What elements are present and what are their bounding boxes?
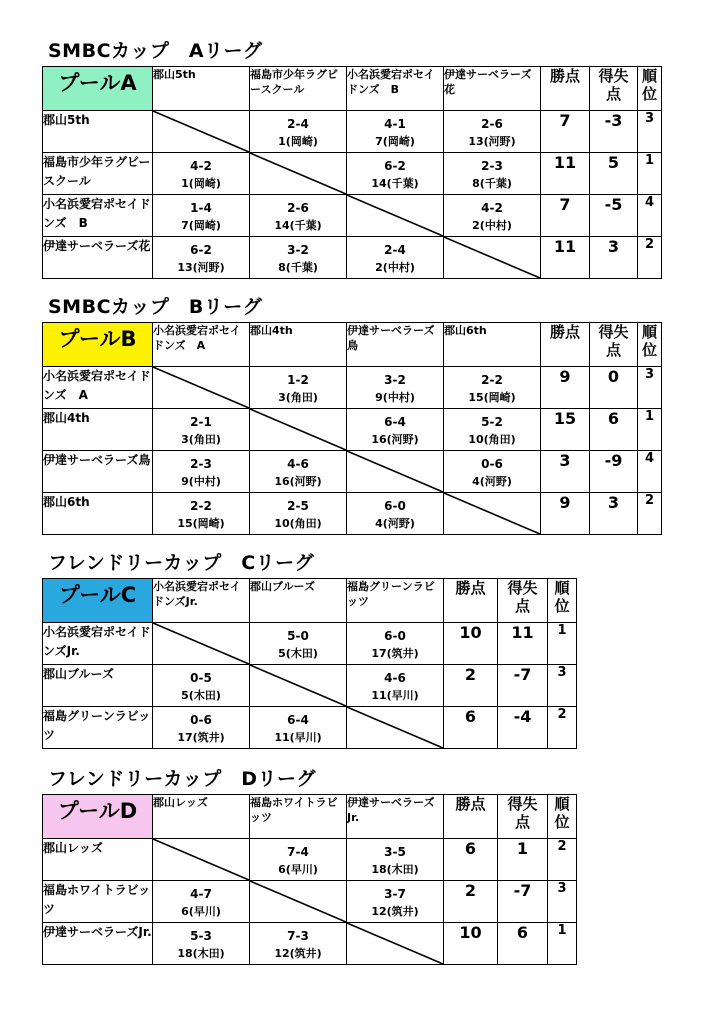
self-match-cell [347,451,444,493]
match-cell [250,195,347,237]
match-score: 2-2 [481,373,503,387]
match-number-referee: 10(角田) [274,517,322,530]
match-cell [250,451,347,493]
league-title: フレンドリーカップ Cリーグ [48,552,315,574]
goal-diff-value: 3 [590,237,638,279]
match-number-referee: 8(千葉) [472,177,512,190]
header-row [43,323,662,367]
match-score: 7-4 [287,845,309,859]
goal-diff-value: -7 [498,881,548,923]
pool-label: プールD [43,795,153,839]
goal-diff-value: -4 [498,707,548,749]
points-value: 10 [444,923,498,965]
match-number-referee: 3(角田) [278,391,318,404]
match-number-referee: 5(木田) [181,689,221,702]
match-cell [347,367,444,409]
points-value: 2 [444,665,498,707]
match-number-referee: 16(河野) [274,475,322,488]
rank-value: 3 [638,111,662,153]
match-cell [347,153,444,195]
match-number-referee: 9(中村) [375,391,415,404]
diagonal-line [444,237,540,278]
diagonal-line [250,665,346,706]
match-cell [153,409,250,451]
points-value: 15 [541,409,590,451]
match-score: 0-5 [190,671,212,685]
pool-label: プールA [43,67,153,111]
diagonal-line [153,367,249,408]
diagonal-line [347,451,443,492]
self-match-cell [444,493,541,535]
points-header: 勝点 [541,67,590,111]
goal-diff-value: 11 [498,623,548,665]
match-score: 4-7 [190,887,212,901]
match-number-referee: 17(筑井) [177,731,225,744]
league-title: フレンドリーカップ Dリーグ [48,768,316,790]
match-score: 2-6 [481,117,503,131]
match-cell [250,237,347,279]
column-team-header: 郡山5th [153,67,250,111]
match-cell [153,665,250,707]
row-team-name: 郡山5th [43,111,153,153]
match-score: 4-2 [481,201,503,215]
header-row [43,795,577,839]
match-number-referee: 6(早川) [181,905,221,918]
table-row [43,839,577,881]
standings-table [42,578,577,749]
goal-diff-header: 得失 点 [590,67,638,111]
match-cell [444,409,541,451]
match-number-referee: 4(河野) [472,475,512,488]
match-cell [250,111,347,153]
match-number-referee: 14(千葉) [371,177,419,190]
match-score: 5-3 [190,929,212,943]
match-cell [347,881,444,923]
match-number-referee: 1(岡崎) [181,177,221,190]
match-number-referee: 1(岡崎) [278,135,318,148]
match-number-referee: 8(千葉) [278,261,318,274]
row-team-name: 郡山4th [43,409,153,451]
match-cell [347,111,444,153]
match-cell [153,923,250,965]
table-row [43,881,577,923]
self-match-cell [250,881,347,923]
goal-diff-header: 得失 点 [590,323,638,367]
table-row [43,195,662,237]
match-number-referee: 11(早川) [274,731,322,744]
match-cell [153,493,250,535]
match-number-referee: 10(角田) [468,433,516,446]
match-number-referee: 5(木田) [278,647,318,660]
match-cell [444,367,541,409]
row-team-name: 伊達サーベラーズ花 [43,237,153,279]
column-team-header: 郡山レッズ [153,795,250,839]
diagonal-line [250,881,346,922]
points-value: 11 [541,237,590,279]
diagonal-line [250,153,346,194]
standings-table [42,66,662,279]
match-cell [250,493,347,535]
header-row [43,67,662,111]
match-number-referee: 12(筑井) [274,947,322,960]
diagonal-line [444,493,540,534]
column-team-header: 福島市少年ラグビースクール [250,67,347,111]
table-row [43,451,662,493]
match-score: 1-4 [190,201,212,215]
match-score: 6-0 [384,499,406,513]
goal-diff-value: -5 [590,195,638,237]
self-match-cell [153,367,250,409]
table-row [43,367,662,409]
rank-header: 順 位 [638,323,662,367]
match-number-referee: 3(角田) [181,433,221,446]
match-number-referee: 6(早川) [278,863,318,876]
match-score: 0-6 [481,457,503,471]
match-number-referee: 7(岡崎) [181,219,221,232]
match-score: 3-2 [384,373,406,387]
match-cell [153,153,250,195]
goal-diff-value: 0 [590,367,638,409]
match-cell [250,367,347,409]
self-match-cell [153,839,250,881]
match-number-referee: 14(千葉) [274,219,322,232]
self-match-cell [347,195,444,237]
row-team-name: 福島グリーンラビッツ [43,707,153,749]
match-score: 2-2 [190,499,212,513]
diagonal-line [347,707,443,748]
match-number-referee: 17(筑井) [371,647,419,660]
points-value: 6 [444,707,498,749]
match-score: 6-2 [384,159,406,173]
match-score: 6-2 [190,243,212,257]
match-score: 6-4 [287,713,309,727]
rank-header: 順 位 [548,795,577,839]
rank-value: 1 [548,623,577,665]
table-row [43,493,662,535]
match-score: 2-5 [287,499,309,513]
self-match-cell [347,923,444,965]
row-team-name: 小名浜愛宕ポセイドンズJr. [43,623,153,665]
match-score: 3-7 [384,887,406,901]
table-row [43,923,577,965]
points-header: 勝点 [444,579,498,623]
column-team-header: 福島グリーンラビッツ [347,579,444,623]
match-number-referee: 13(河野) [177,261,225,274]
row-team-name: 郡山6th [43,493,153,535]
match-number-referee: 13(河野) [468,135,516,148]
match-number-referee: 9(中村) [181,475,221,488]
table-row [43,707,577,749]
match-score: 4-1 [384,117,406,131]
match-number-referee: 16(河野) [371,433,419,446]
match-score: 2-1 [190,415,212,429]
table-row [43,623,577,665]
standings-table [42,794,577,965]
points-value: 9 [541,367,590,409]
self-match-cell [153,111,250,153]
match-score: 3-5 [384,845,406,859]
match-score: 2-4 [287,117,309,131]
points-value: 7 [541,195,590,237]
rank-value: 2 [548,839,577,881]
points-value: 6 [444,839,498,881]
points-value: 7 [541,111,590,153]
diagonal-line [347,195,443,236]
match-score: 6-0 [384,629,406,643]
match-score: 5-2 [481,415,503,429]
rank-header: 順 位 [638,67,662,111]
league-title: SMBCカップ Aリーグ [48,40,263,62]
column-team-header: 小名浜愛宕ポセイドンズ A [153,323,250,367]
rank-value: 2 [638,493,662,535]
diagonal-line [153,839,249,880]
match-cell [153,195,250,237]
match-score: 1-2 [287,373,309,387]
rank-value: 3 [548,881,577,923]
column-team-header: 小名浜愛宕ポセイドンズJr. [153,579,250,623]
goal-diff-header: 得失 点 [498,579,548,623]
goal-diff-header: 得失 点 [498,795,548,839]
match-cell [250,623,347,665]
column-team-header: 伊達サーベラーズ鳥 [347,323,444,367]
points-value: 3 [541,451,590,493]
rank-header: 順 位 [548,579,577,623]
diagonal-line [250,409,346,450]
points-header: 勝点 [444,795,498,839]
league-title: SMBCカップ Bリーグ [48,296,263,318]
rank-value: 4 [638,451,662,493]
match-cell [250,923,347,965]
pool-label: プールC [43,579,153,623]
match-score: 4-6 [384,671,406,685]
points-header: 勝点 [541,323,590,367]
match-score: 0-6 [190,713,212,727]
rank-value: 2 [638,237,662,279]
points-value: 11 [541,153,590,195]
row-team-name: 伊達サーベラーズJr. [43,923,153,965]
rank-value: 1 [638,409,662,451]
column-team-header: 福島ホワイトラビッツ [250,795,347,839]
match-number-referee: 18(木田) [177,947,225,960]
self-match-cell [347,707,444,749]
match-score: 4-6 [287,457,309,471]
match-score: 2-6 [287,201,309,215]
row-team-name: 福島市少年ラグビースクール [43,153,153,195]
column-team-header: 郡山ブルーズ [250,579,347,623]
header-row [43,579,577,623]
match-cell [444,153,541,195]
points-value: 2 [444,881,498,923]
match-cell [153,707,250,749]
match-number-referee: 11(早川) [371,689,419,702]
match-score: 2-4 [384,243,406,257]
column-team-header: 郡山4th [250,323,347,367]
row-team-name: 郡山ブルーズ [43,665,153,707]
match-score: 3-2 [287,243,309,257]
match-number-referee: 18(木田) [371,863,419,876]
self-match-cell [250,153,347,195]
match-score: 4-2 [190,159,212,173]
row-team-name: 小名浜愛宕ポセイドンズ A [43,367,153,409]
goal-diff-value: -9 [590,451,638,493]
diagonal-line [153,623,249,664]
column-team-header: 伊達サーベラーズ花 [444,67,541,111]
match-cell [347,237,444,279]
match-cell [347,623,444,665]
points-value: 10 [444,623,498,665]
goal-diff-value: -7 [498,665,548,707]
column-team-header: 小名浜愛宕ポセイドンズ B [347,67,444,111]
match-number-referee: 15(岡崎) [468,391,516,404]
self-match-cell [444,237,541,279]
goal-diff-value: 5 [590,153,638,195]
row-team-name: 福島ホワイトラビッツ [43,881,153,923]
rank-value: 4 [638,195,662,237]
table-row [43,111,662,153]
match-score: 2-3 [190,457,212,471]
rank-value: 1 [638,153,662,195]
match-number-referee: 12(筑井) [371,905,419,918]
column-team-header: 伊達サーベラーズJr. [347,795,444,839]
match-score: 5-0 [287,629,309,643]
match-number-referee: 7(岡崎) [375,135,415,148]
match-cell [444,111,541,153]
match-cell [153,451,250,493]
table-row [43,409,662,451]
goal-diff-value: 6 [498,923,548,965]
diagonal-line [347,923,443,964]
match-number-referee: 2(中村) [375,261,415,274]
goal-diff-value: 6 [590,409,638,451]
match-cell [444,195,541,237]
row-team-name: 郡山レッズ [43,839,153,881]
match-score: 2-3 [481,159,503,173]
table-row [43,237,662,279]
rank-value: 3 [548,665,577,707]
match-cell [444,451,541,493]
match-number-referee: 15(岡崎) [177,517,225,530]
self-match-cell [250,409,347,451]
self-match-cell [250,665,347,707]
match-cell [250,839,347,881]
row-team-name: 伊達サーベラーズ鳥 [43,451,153,493]
match-cell [347,839,444,881]
rank-value: 3 [638,367,662,409]
goal-diff-value: 1 [498,839,548,881]
table-row [43,665,577,707]
standings-table [42,322,662,535]
match-cell [153,237,250,279]
match-number-referee: 4(河野) [375,517,415,530]
match-cell [347,665,444,707]
rank-value: 2 [548,707,577,749]
match-score: 6-4 [384,415,406,429]
goal-diff-value: -3 [590,111,638,153]
match-score: 7-3 [287,929,309,943]
points-value: 9 [541,493,590,535]
goal-diff-value: 3 [590,493,638,535]
column-team-header: 郡山6th [444,323,541,367]
rank-value: 1 [548,923,577,965]
self-match-cell [153,623,250,665]
match-cell [250,707,347,749]
match-cell [153,881,250,923]
table-row [43,153,662,195]
match-cell [347,493,444,535]
match-number-referee: 2(中村) [472,219,512,232]
pool-label: プールB [43,323,153,367]
row-team-name: 小名浜愛宕ポセイドンズ B [43,195,153,237]
diagonal-line [153,111,249,152]
match-cell [347,409,444,451]
